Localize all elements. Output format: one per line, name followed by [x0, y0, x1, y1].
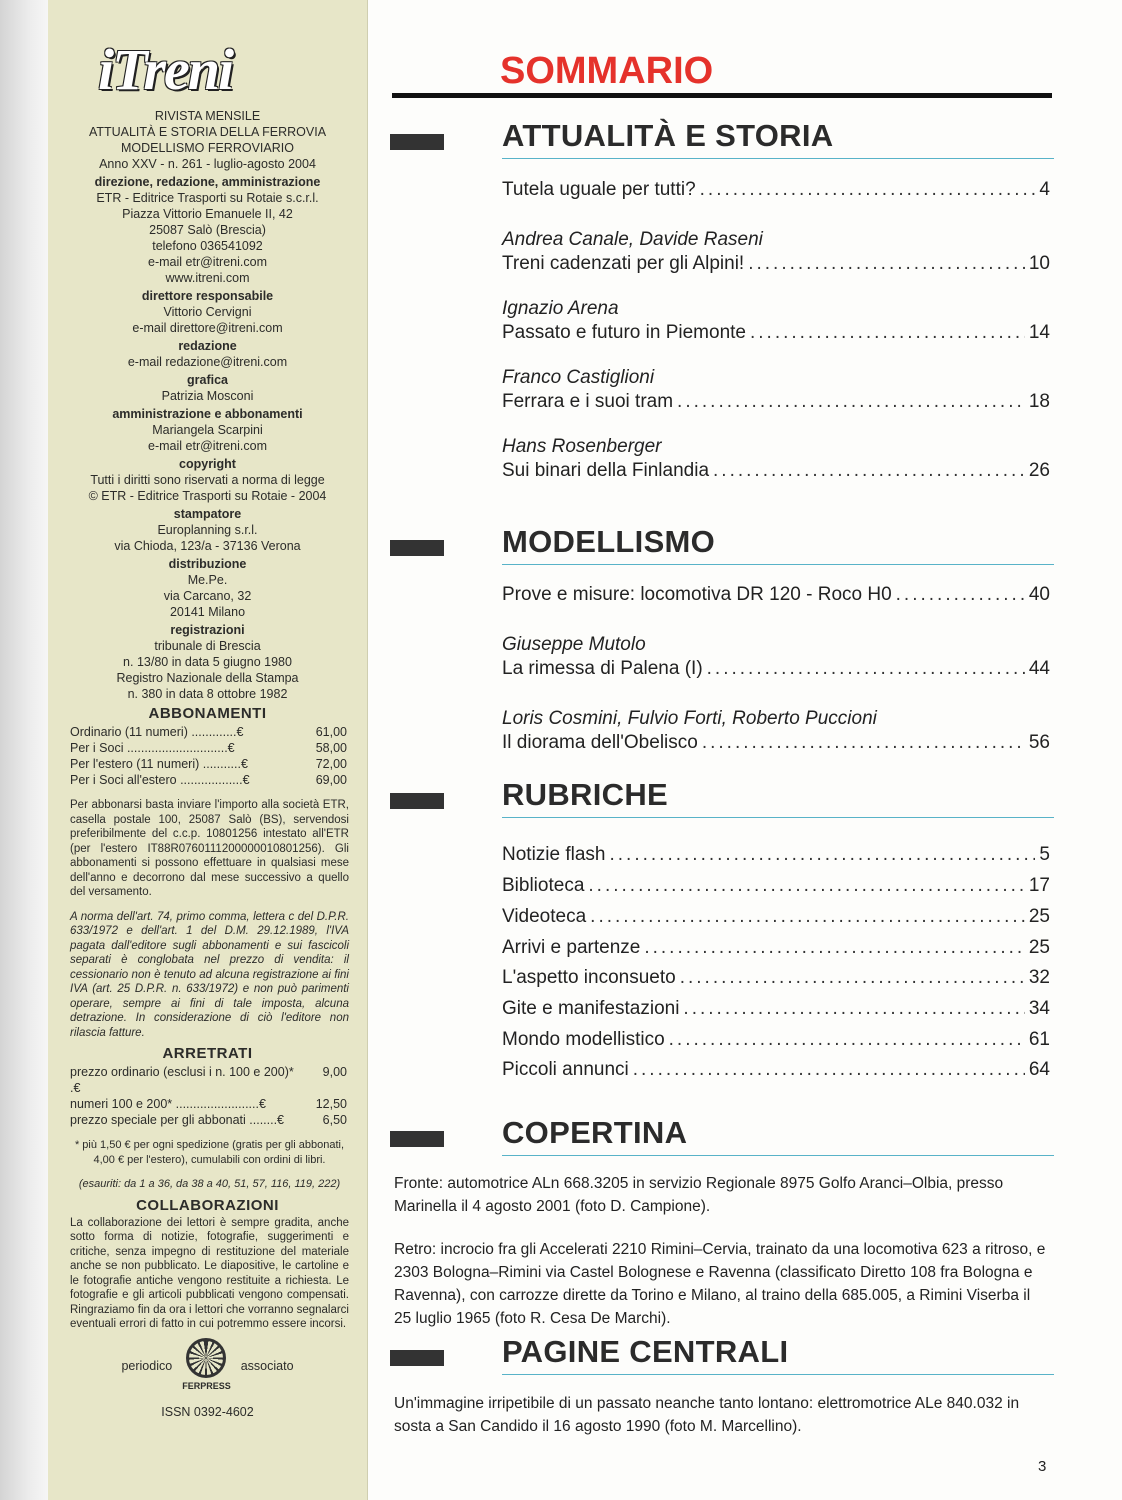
entry-page: 18 — [1028, 391, 1050, 412]
entry-title: Mondo modellistico — [502, 1029, 665, 1050]
price-label: numeri 100 e 200* ........................€ — [70, 1097, 266, 1111]
price-value: 6,50 — [322, 1113, 347, 1127]
leader-dots — [680, 966, 1025, 990]
entry-title: Treni cadenzati per gli Alpini! — [502, 253, 745, 274]
section-modellismo — [390, 524, 1055, 568]
credit-line: Patrizia Mosconi — [161, 389, 254, 403]
section-marker — [390, 540, 444, 556]
section-marker — [390, 1350, 444, 1366]
entry-title: Biblioteca — [502, 875, 585, 896]
toc-entry[interactable] — [502, 297, 1050, 345]
leader-dots — [750, 321, 1025, 345]
ferpress-label: FERPRESS — [182, 1380, 231, 1391]
price-row — [58, 1112, 357, 1128]
subtitle-line: ATTUALITÀ E STORIA DELLA FERROVIA — [88, 125, 327, 139]
section-copertina — [390, 1115, 1055, 1159]
section-title: COPERTINA — [502, 1115, 688, 1150]
leader-dots — [590, 905, 1025, 929]
credits-list — [58, 174, 357, 702]
leader-dots — [669, 1028, 1025, 1052]
ferpress-wheel-icon — [186, 1338, 226, 1378]
entry-title: Prove e misure: locomotiva DR 120 - Roco H0 — [502, 584, 892, 605]
subtitle-line: MODELLISMO FERROVIARIO — [121, 141, 294, 155]
entry-title: Notizie flash — [502, 844, 606, 865]
price-row — [58, 772, 357, 788]
section-header — [390, 524, 1055, 568]
entry-page: 56 — [1028, 732, 1050, 753]
entry-title: La rimessa di Palena (I) — [502, 658, 703, 679]
price-label: Per l'estero (11 numeri) ...........€ — [70, 757, 248, 771]
toc-entry[interactable] — [502, 633, 1050, 681]
leader-dots — [683, 997, 1024, 1021]
credit-heading: direttore responsabile — [141, 289, 274, 303]
leader-dots — [610, 843, 1036, 867]
iva-note: A norma dell'art. 74, primo comma, lettera c del D.P.R. 633/1972 e dell'art. 1 del D.M. 29.12.1989, l'IVA pagata dall'editore sugli abbonamenti e sui fascicoli separati è conglobata nel prezzo di vendita: il cessionario non è tenuto ad alcuna registrazione ai fini IVA (art. 25 D.P.R. n. 633/1972) e non può parimenti operare, sempre ai fini di tale imposta, alcuna detrazione. In considerazione di ciò l'editore non rilascia fatture. — [70, 910, 349, 1039]
toc-entry[interactable] — [502, 583, 1050, 607]
section-title: PAGINE CENTRALI — [502, 1334, 789, 1369]
esauriti-note: (esauriti: da 1 a 36, da 38 a 40, 51, 57, 116, 119, 222) — [78, 1178, 341, 1190]
credit-line: Mariangela Scarpini — [152, 423, 263, 437]
leader-dots — [896, 583, 1025, 607]
entry-title: Sui binari della Finlandia — [502, 460, 710, 481]
credit-block — [58, 338, 357, 370]
entry-page: 4 — [1039, 179, 1050, 200]
entry-title: Il diorama dell'Obelisco — [502, 732, 698, 753]
credit-line: e-mail direttore@itreni.com — [132, 321, 283, 335]
section-marker — [390, 793, 444, 809]
subtitle-line: RIVISTA MENSILE — [154, 109, 261, 123]
periodico-label: periodico — [121, 1358, 173, 1373]
toc-entry[interactable] — [502, 707, 1050, 755]
toc-entry[interactable] — [502, 1028, 1050, 1052]
sommario-heading: SOMMARIO — [500, 50, 714, 92]
price-value: 12,50 — [315, 1097, 347, 1111]
toc-entry[interactable] — [502, 843, 1050, 867]
section-rule — [502, 158, 1054, 159]
entry-title: Piccoli annunci — [502, 1059, 629, 1080]
section-marker — [390, 134, 444, 150]
entry-author: Ignazio Arena — [502, 298, 619, 319]
entry-page: 44 — [1028, 658, 1050, 679]
credit-line: tribunale di Brescia — [154, 639, 261, 653]
entry-page: 14 — [1028, 322, 1050, 343]
leader-dots — [644, 936, 1025, 960]
associato-label: associato — [240, 1358, 294, 1373]
price-value: 72,00 — [315, 757, 347, 771]
leader-dots — [633, 1058, 1025, 1082]
price-label: Per i Soci .............................€ — [70, 741, 235, 755]
entry-title: Gite e manifestazioni — [502, 998, 680, 1019]
entry-page: 34 — [1028, 998, 1050, 1019]
credit-heading: direzione, redazione, amministrazione — [94, 175, 321, 189]
toc-entry[interactable] — [502, 966, 1050, 990]
section-title: RUBRICHE — [502, 777, 669, 812]
ferpress-badge — [58, 1338, 357, 1394]
credit-heading: copyright — [179, 457, 236, 471]
credit-line: © ETR - Editrice Trasporti su Rotaie - 2004 — [88, 489, 327, 503]
credit-line: via Carcano, 32 — [163, 589, 252, 603]
section-attualita — [390, 118, 1055, 162]
credit-line: n. 13/80 in data 5 giugno 1980 — [123, 655, 292, 669]
credit-line: www.itreni.com — [165, 271, 250, 285]
entry-page: 32 — [1028, 967, 1050, 988]
price-row — [58, 724, 357, 740]
entry-page: 64 — [1028, 1059, 1050, 1080]
credit-heading: registrazioni — [170, 623, 245, 637]
section-header — [390, 1115, 1055, 1159]
collaborazioni-title: COLLABORAZIONI — [136, 1196, 279, 1214]
entry-title: Videoteca — [502, 906, 587, 927]
entry-page: 10 — [1028, 253, 1050, 274]
heading-rule — [392, 93, 1052, 98]
credit-line: ETR - Editrice Trasporti su Rotaie s.c.r.l. — [96, 191, 319, 205]
price-value: 9,00 — [322, 1065, 347, 1079]
credit-line: n. 380 in data 8 ottobre 1982 — [127, 687, 288, 701]
section-rule — [502, 817, 1054, 818]
credit-line: 20141 Milano — [169, 605, 246, 619]
credit-heading: grafica — [187, 373, 228, 387]
credit-heading: distribuzione — [168, 557, 247, 571]
credit-line: Europlanning s.r.l. — [157, 523, 258, 537]
entry-author: Hans Rosenberger — [502, 436, 662, 457]
leader-dots — [707, 657, 1025, 681]
toc-entry[interactable] — [502, 936, 1050, 960]
toc-entry[interactable] — [502, 874, 1050, 898]
credit-line: e-mail etr@itreni.com — [148, 439, 267, 453]
price-label: Ordinario (11 numeri) .............€ — [70, 725, 244, 739]
credit-block — [58, 556, 357, 620]
credit-block — [58, 456, 357, 504]
entry-title: L'aspetto inconsueto — [502, 967, 676, 988]
entry-author: Giuseppe Mutolo — [502, 634, 646, 655]
leader-dots — [713, 459, 1025, 483]
credit-block — [58, 506, 357, 554]
entry-title: Arrivi e partenze — [502, 937, 641, 958]
credit-heading: stampatore — [173, 507, 242, 521]
leader-dots — [748, 252, 1025, 276]
price-value: 69,00 — [315, 773, 347, 787]
credit-block — [58, 288, 357, 336]
arretrati-note: * più 1,50 € per ogni spedizione (gratis per gli abbonati, 4,00 € per l'estero), cumulabili con ordini di libri. — [74, 1139, 345, 1166]
entry-page: 5 — [1039, 844, 1050, 865]
toc-entry[interactable] — [502, 366, 1050, 414]
issue-info: Anno XXV - n. 261 - luglio-agosto 2004 — [99, 157, 316, 171]
credit-line: Me.Pe. — [187, 573, 228, 587]
section-rule — [502, 1155, 1054, 1156]
credit-line: Piazza Vittorio Emanuele II, 42 — [122, 207, 293, 221]
section-header — [390, 777, 1055, 821]
abbonamenti-prices — [58, 724, 357, 788]
masthead-subtitle — [58, 108, 357, 172]
toc-entry[interactable] — [502, 1058, 1050, 1082]
credit-line: via Chioda, 123/a - 37136 Verona — [114, 539, 301, 553]
credit-heading: amministrazione e abbonamenti — [112, 407, 303, 421]
issn: ISSN 0392-4602 — [161, 1404, 254, 1419]
collaborazioni-text: La collaborazione dei lettori è sempre gradita, anche sotto forma di notizie, fotografie, suggerimenti e critiche, senza impegno di restituzione del materiale anche se non pubblicato. Le diapositive, le cartoline e le fotografie antiche vengono restituite a richiesta. Le fotografie e gli articoli pubblicati vengono compensati. Ringraziamo fin da ora i lettori che vorranno segnalarci eventuali errori di fatto in cui potremmo essere incorsi. — [70, 1216, 349, 1330]
credit-line: 25087 Salò (Brescia) — [149, 223, 266, 237]
price-row — [58, 1096, 357, 1112]
magazine-logo: iTreni — [98, 37, 233, 102]
price-row — [58, 740, 357, 756]
entry-page: 40 — [1028, 584, 1050, 605]
leader-dots — [677, 390, 1025, 414]
credit-line: telefono 036541092 — [152, 239, 263, 253]
credit-line: e-mail etr@itreni.com — [148, 255, 267, 269]
credit-heading: redazione — [178, 339, 237, 353]
section-marker — [390, 1131, 444, 1147]
entry-title: Passato e futuro in Piemonte — [502, 322, 746, 343]
toc-entry[interactable] — [502, 178, 1050, 202]
price-value: 61,00 — [315, 725, 347, 739]
section-header — [390, 118, 1055, 162]
section-rubriche — [390, 777, 1055, 821]
section-pagine-centrali — [390, 1334, 1055, 1378]
section-title: ATTUALITÀ E STORIA — [502, 118, 834, 153]
credit-line: e-mail redazione@itreni.com — [127, 355, 288, 369]
centerfold-caption: Un'immagine irripetibile di un passato neanche tanto lontano: elettromotrice ALe 840.032 in sosta a San Candido il 16 agosto 1990 (foto M. Marcellino). — [394, 1395, 1020, 1435]
abbonamenti-title: ABBONAMENTI — [148, 705, 267, 722]
entry-page: 25 — [1028, 906, 1050, 927]
entry-title: Tutela uguale per tutti? — [502, 179, 696, 200]
entry-title: Ferrara e i suoi tram — [502, 391, 674, 412]
toc-entry[interactable] — [502, 228, 1050, 276]
credit-line: Tutti i diritti sono riservati a norma di legge — [90, 473, 325, 487]
price-label: prezzo ordinario (esclusi i n. 100 e 200)* .€ — [70, 1065, 294, 1095]
price-value: 58,00 — [315, 741, 347, 755]
arretrati-title: ARRETRATI — [162, 1045, 253, 1062]
toc-entry[interactable] — [502, 435, 1050, 483]
masthead — [48, 0, 368, 1500]
cover-front-caption: Fronte: automotrice ALn 668.3205 in servizio Regionale 8975 Golfo Aranci–Olbia, presso Marinella il 4 agosto 2001 (foto D. Campione). — [394, 1175, 1004, 1215]
leader-dots — [588, 874, 1024, 898]
price-label: prezzo speciale per gli abbonati ........€ — [70, 1113, 285, 1127]
section-rule — [502, 564, 1054, 565]
credit-line: Vittorio Cervigni — [163, 305, 252, 319]
page-number: 3 — [1038, 1458, 1047, 1475]
page-edge — [0, 0, 48, 1500]
section-header — [390, 1334, 1055, 1378]
leader-dots — [700, 178, 1036, 202]
entry-page: 26 — [1028, 460, 1050, 481]
toc-entry[interactable] — [502, 997, 1050, 1021]
arretrati-prices — [58, 1064, 357, 1128]
credit-block — [58, 406, 357, 454]
toc-entry[interactable] — [502, 905, 1050, 929]
credit-line: Registro Nazionale della Stampa — [116, 671, 299, 685]
credit-block — [58, 372, 357, 404]
cover-back-caption: Retro: incrocio fra gli Accelerati 2210 Rimini–Cervia, trainato da una locomotiva 623 a ritroso, e 2303 Bologna–Rimini via Castel Bolognese e Ravenna (classificato Diretto 108 fra Bologna e Ravenna), con carrozze dirette da Torino e Milano, al traino della 685.005, a Rimini Viserba il 25 luglio 1965 (foto R. Cesa De Marchi). — [394, 1241, 1046, 1327]
entry-page: 17 — [1028, 875, 1050, 896]
section-title: MODELLISMO — [502, 524, 716, 559]
abbonamenti-note: Per abbonarsi basta inviare l'importo alla società ETR, casella postale 100, 25087 Salò (BS), servendosi preferibilmente del c.c.p. 10801256 intestato all'ETR (per l'estero IT88R0760111200000010801256). Gli abbonamenti si possono effettuare in qualsiasi mese dell'anno e decorrono dal mese successivo a quello del versamento. — [70, 799, 349, 898]
entry-author: Loris Cosmini, Fulvio Forti, Roberto Puccioni — [502, 708, 877, 729]
credit-block — [58, 174, 357, 286]
leader-dots — [702, 731, 1025, 755]
entry-page: 61 — [1028, 1029, 1050, 1050]
table-of-contents — [390, 0, 1060, 1500]
entry-page: 25 — [1028, 937, 1050, 958]
entry-author: Andrea Canale, Davide Raseni — [502, 229, 763, 250]
entry-author: Franco Castiglioni — [502, 367, 655, 388]
price-label: Per i Soci all'estero ..................€ — [70, 773, 250, 787]
section-rule — [502, 1374, 1054, 1375]
price-row — [58, 756, 357, 772]
credit-block — [58, 622, 357, 702]
price-row — [58, 1064, 357, 1096]
